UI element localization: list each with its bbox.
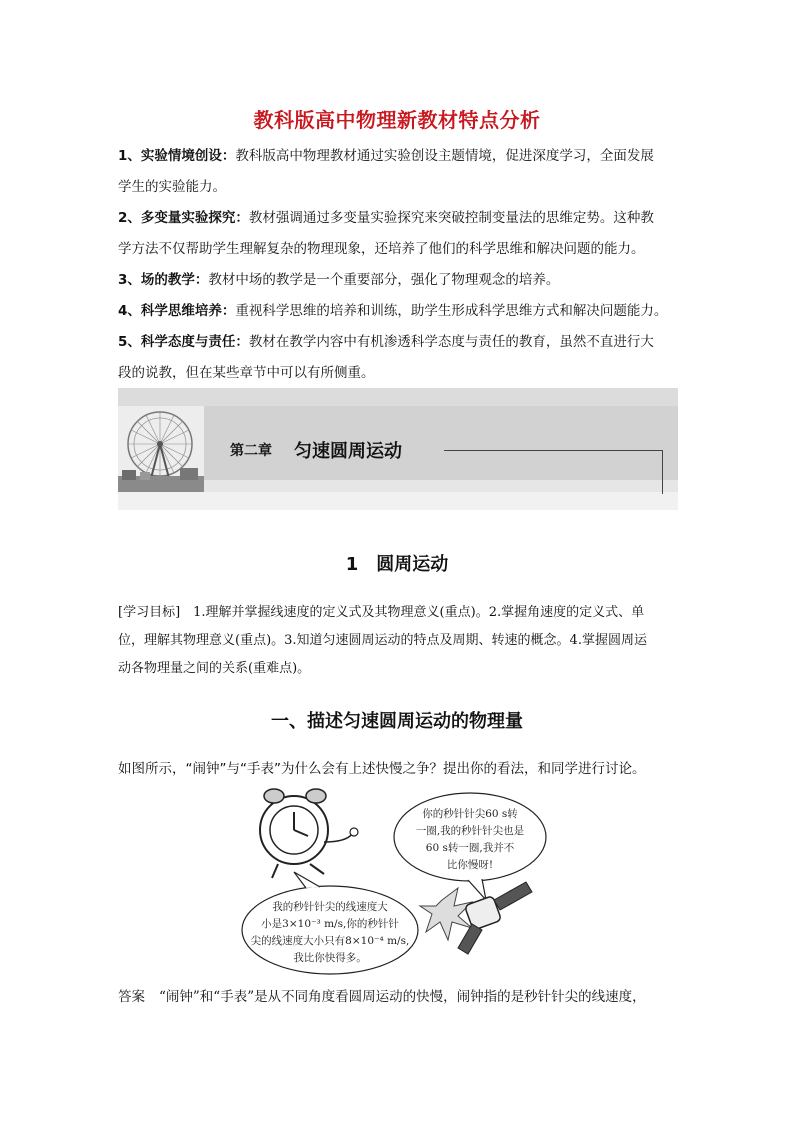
ferris-wheel-photo [118,406,204,492]
discussion-question: 如图所示，“闹钟”与“手表”为什么会有上述快慢之争？提出你的看法，和同学进行讨论。 [118,761,646,777]
clock-watch-illustration [236,782,556,980]
watch-bubble-line: 一圈,我的秒针针尖也是 [415,825,525,837]
feature-text-cont: 段的说教，但在某些章节中可以有所侧重。 [118,365,375,381]
feature-text-cont: 学方法不仅帮助学生理解复杂的物理现象，还培养了他们的科学思维和解决问题的能力。 [118,241,645,257]
learning-objectives [118,599,678,683]
feature-label: 4、科学思维培养： [118,303,236,319]
feature-label: 2、多变量实验探究： [118,210,249,226]
watch-bubble-line: 你的秒针针尖60 s转 [422,808,518,820]
page-title: 教科版高中物理新教材特点分析 [253,108,541,132]
subsection-title: 一、描述匀速圆周运动的物理量 [271,711,523,732]
alarm-clock-icon [260,789,358,878]
wristwatch-icon [420,882,532,954]
chapter-title: 匀速圆周运动 [294,441,402,462]
objective-line: [学习目标] 1.理解并掌握线速度的定义式及其物理意义(重点)。2.掌握角速度的定义式、单 [118,605,645,620]
section-title: 1 圆周运动 [345,554,449,575]
answer-text: “闹钟”和“手表”是从不同角度看圆周运动的快慢，闹钟指的是秒针针尖的线速度， [159,989,646,1005]
chapter-banner [118,388,678,510]
clock-bubble-line: 尖的线速度大小只有8×10⁻⁴ m/s, [250,935,410,947]
feature-text: 教材强调通过多变量实验探究来突破控制变量法的思维定势。这种教 [248,210,654,226]
clock-bubble-line: 小是3×10⁻³ m/s,你的秒针针 [261,918,399,930]
feature-text-cont: 学生的实验能力。 [118,179,226,195]
feature-label: 5、科学态度与责任： [118,334,249,350]
chapter-number: 第二章 [230,443,272,459]
feature-4 [118,296,678,327]
feature-1 [118,141,678,203]
watch-bubble-line: 比你慢呀! [446,859,494,871]
clock-speech-bubble [242,872,418,974]
feature-label: 1、实验情境创设： [118,148,236,164]
clock-bubble-line: 我比你快得多。 [293,952,367,964]
feature-2 [118,203,678,265]
banner-rule-vertical [662,450,663,494]
objective-line: 动各物理量之间的关系(重难点)。 [118,661,311,676]
feature-3 [118,265,678,296]
clock-bubble-line: 我的秒针针尖的线速度大 [272,901,388,913]
answer-label: 答案 [118,989,145,1005]
feature-text: 教材中场的教学是一个重要部分，强化了物理观念的培养。 [208,272,560,288]
feature-text: 教材在教学内容中有机渗透科学态度与责任的教育，虽然不直进行大 [248,334,654,350]
feature-label: 3、场的教学： [118,272,209,288]
objective-line: 位，理解其物理意义(重点)。3.知道匀速圆周运动的特点及周期、转速的概念。4.掌握圆周运 [118,633,647,648]
feature-5 [118,327,678,389]
feature-text: 教科版高中物理教材通过实验创设主题情境，促进深度学习，全面发展 [235,148,654,164]
feature-text: 重视科学思维的培养和训练，助学生形成科学思维方式和解决问题能力。 [235,303,668,319]
answer [118,985,698,1005]
watch-bubble-line: 60 s转一圈,我并不 [425,842,515,854]
banner-rule [444,450,662,451]
